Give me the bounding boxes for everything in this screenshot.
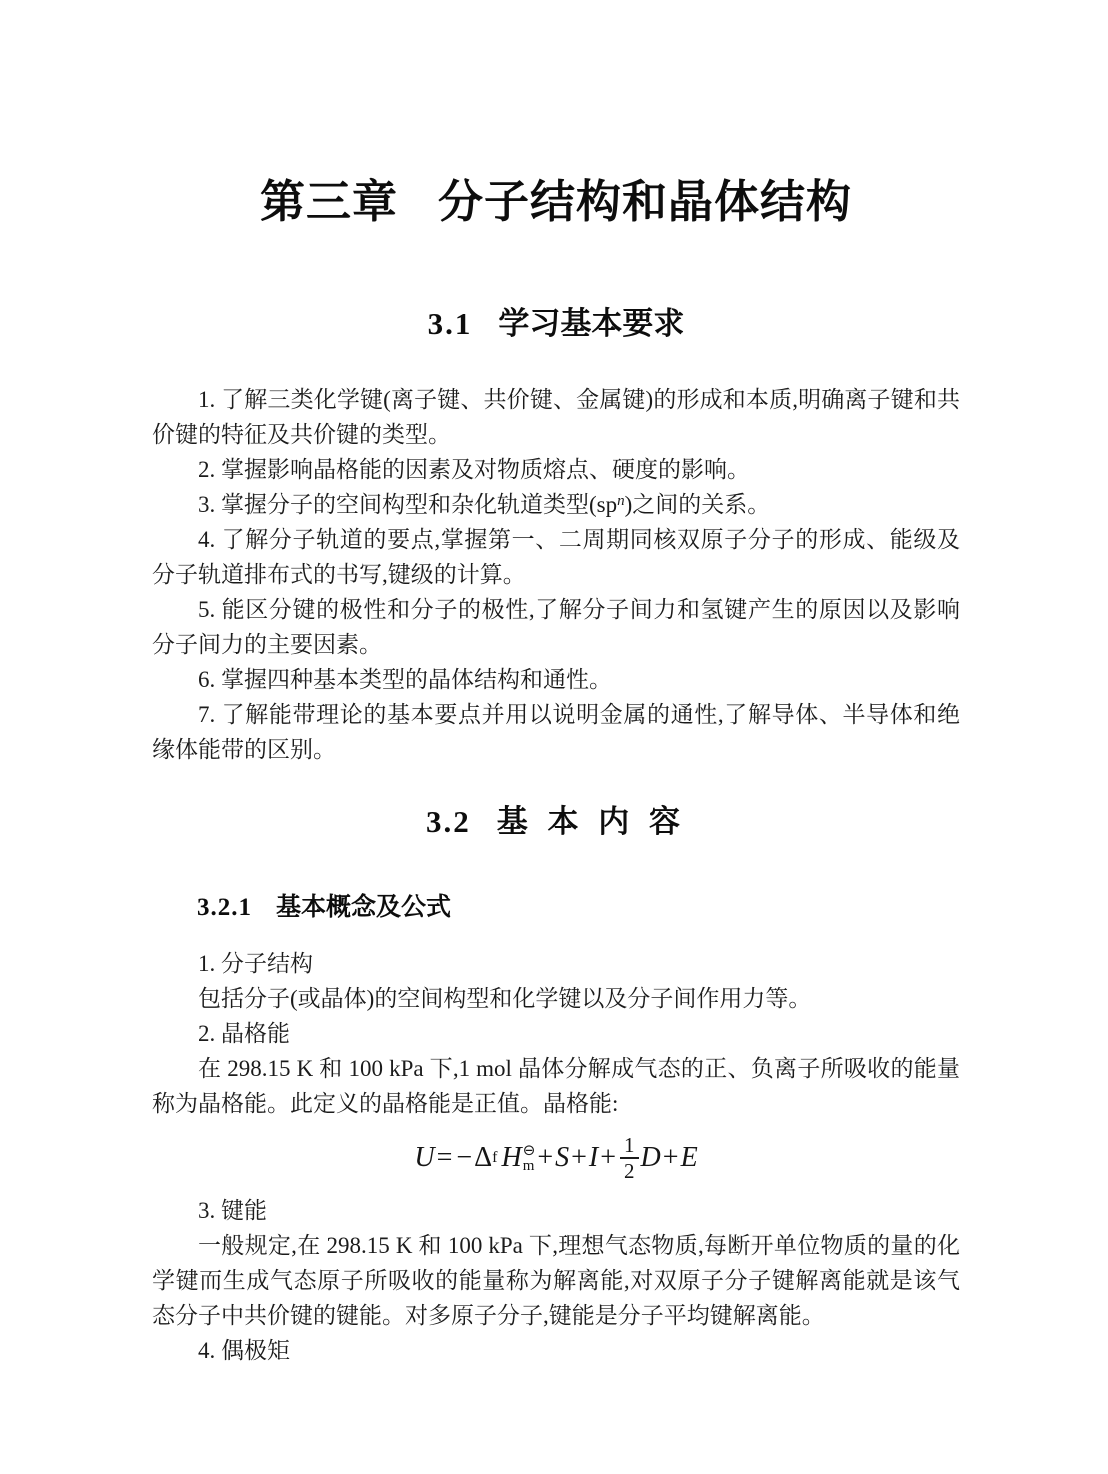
text-column: [152, 0, 960, 1368]
requirement-item-7: 7. 了解能带理论的基本要点并用以说明金属的通性,了解导体、半导体和绝缘体能带的区别。: [152, 702, 960, 762]
section-3-1-heading: [152, 306, 960, 342]
standard-state-symbol: ⊖: [522, 1141, 536, 1159]
concept-1-heading: 1. 分子结构: [198, 951, 313, 976]
basic-concepts-content: [152, 946, 960, 1368]
section-3-2-heading: [152, 804, 960, 840]
requirement-item-5: 5. 能区分键的极性和分子的极性,了解分子间力和氢键产生的原因以及影响分子间力的主要因素。: [152, 597, 960, 657]
concept-2-text: 在 298.15 K 和 100 kPa 下,1 mol 晶体分解成气态的正、负离子所吸收的能量称为晶格能。此定义的晶格能是正值。晶格能:: [152, 1056, 960, 1116]
var-S: S: [555, 1142, 570, 1173]
minus-sign: −: [456, 1142, 473, 1173]
var-H: H: [501, 1142, 522, 1173]
delta-symbol: Δ: [474, 1142, 493, 1173]
section-3-2-title: 基 本 内 容: [496, 804, 686, 839]
plus-sign: +: [600, 1142, 617, 1173]
var-I: I: [588, 1142, 599, 1173]
requirement-item-2: 2. 掌握影响晶格能的因素及对物质熔点、硬度的影响。: [198, 457, 750, 482]
concept-3-heading: 3. 键能: [198, 1198, 267, 1223]
fraction-numerator: 1: [620, 1133, 639, 1159]
var-E: E: [680, 1142, 698, 1173]
learning-requirements-list: [152, 382, 960, 767]
plus-sign: +: [662, 1142, 679, 1173]
concept-4-heading: 4. 偶极矩: [198, 1338, 290, 1363]
chapter-name: 分子结构和晶体结构: [438, 175, 853, 228]
concept-1-text: 包括分子(或晶体)的空间构型和化学键以及分子间作用力等。: [198, 986, 812, 1011]
var-U: U: [414, 1142, 435, 1173]
var-D: D: [640, 1142, 661, 1173]
section-3-1-number: 3.1: [427, 306, 473, 341]
plus-sign: +: [571, 1142, 587, 1173]
chapter-number: 第三章: [259, 175, 398, 228]
plus-sign: +: [537, 1142, 554, 1173]
equals-sign: =: [436, 1142, 453, 1173]
subsection-3-2-1-number: 3.2.1: [197, 894, 252, 921]
requirement-item-4: 4. 了解分子轨道的要点,掌握第一、二周期同核双原子分子的形成、能级及分子轨道排布式的书写,键级的计算。: [152, 527, 960, 587]
lattice-energy-formula: U = − Δ f H ⊖ m + S + I + $\frac{1}{2}$ D + E: [414, 1133, 698, 1183]
subsection-3-2-1-heading: [152, 893, 960, 922]
chapter-title: [152, 0, 960, 228]
sp-n-superscript: n: [617, 493, 625, 509]
requirement-item-6: 6. 掌握四种基本类型的晶体结构和通性。: [198, 667, 612, 692]
requirement-item-1: 1. 了解三类化学键(离子键、共价键、金属键)的形成和本质,明确离子键和共价键的特征及共价键的类型。: [152, 387, 960, 447]
concept-3-text: 一般规定,在 298.15 K 和 100 kPa 下,理想气态物质,每断开单位物质的量的化学键而生成气态原子所吸收的能量称为解离能,对双原子分子键解离能就是该气态分子中共价键的键能。对多原子分子,键能是分子平均键解离能。: [152, 1233, 960, 1328]
subsection-3-2-1-title: 基本概念及公式: [276, 892, 452, 921]
molar-subscript-m: m: [522, 1158, 535, 1174]
fraction-denominator: 2: [624, 1159, 635, 1183]
requirement-item-3: 3. 掌握分子的空间构型和杂化轨道类型$(sp^n)$之间的关系。: [198, 492, 771, 517]
section-3-2-number: 3.2: [426, 804, 471, 839]
one-half-fraction: [620, 1133, 639, 1183]
concept-2-heading: 2. 晶格能: [198, 1021, 290, 1046]
section-3-1-title: 学习基本要求: [498, 306, 685, 341]
standard-state-sup-sub: [523, 1142, 536, 1174]
